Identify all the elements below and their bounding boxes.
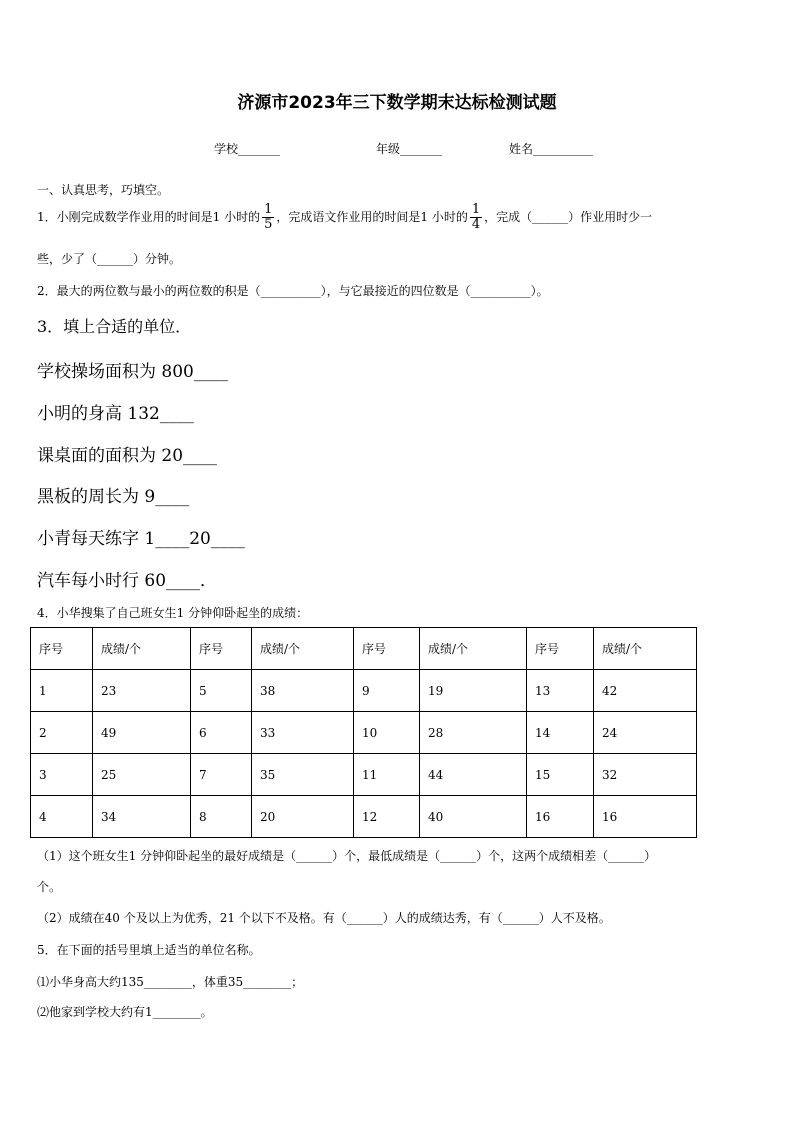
table-cell: 11 bbox=[354, 754, 420, 796]
q4-sub1: （1）这个班女生1 分钟仰卧起坐的最好成绩是（______）个，最低成绩是（______）个，这两个成绩相差（______） bbox=[37, 849, 657, 863]
score-table bbox=[30, 627, 697, 838]
q4-sub2: （2）成绩在40 个及以上为优秀，21 个以下不及格。有（______）人的成绩达秀，有（______）人不及格。 bbox=[37, 911, 611, 925]
table-header: 序号 bbox=[527, 628, 594, 670]
q5-item-1: ⑴小华身高大约135________，体重35________； bbox=[37, 975, 304, 989]
question-5-heading: 5．在下面的括号里填上适当的单位名称。 bbox=[37, 943, 261, 957]
table-cell: 7 bbox=[191, 754, 252, 796]
table-header: 序号 bbox=[191, 628, 252, 670]
table-row bbox=[31, 712, 697, 754]
q3-item-1: 学校操场面积为 800____ bbox=[37, 362, 228, 382]
table-cell: 25 bbox=[93, 754, 191, 796]
fraction-one-quarter: $\frac{1}{4}$ bbox=[471, 202, 481, 232]
table-cell: 24 bbox=[594, 712, 697, 754]
table-header: 成绩/个 bbox=[93, 628, 191, 670]
table-cell: 3 bbox=[31, 754, 93, 796]
table-row bbox=[31, 754, 697, 796]
table-cell: 16 bbox=[527, 796, 594, 838]
table-cell: 40 bbox=[420, 796, 527, 838]
table-cell: 8 bbox=[191, 796, 252, 838]
table-cell: 12 bbox=[354, 796, 420, 838]
table-cell: 38 bbox=[252, 670, 354, 712]
table-cell: 14 bbox=[527, 712, 594, 754]
q3-item-3: 课桌面的面积为 20____ bbox=[37, 446, 218, 466]
table-header-row bbox=[31, 628, 697, 670]
q3-item-6: 汽车每小时行 60____． bbox=[37, 571, 218, 591]
table-header: 成绩/个 bbox=[252, 628, 354, 670]
grade-field[interactable]: 年级_______ bbox=[376, 142, 443, 156]
table-header: 序号 bbox=[31, 628, 93, 670]
table-cell: 34 bbox=[93, 796, 191, 838]
fraction-one-fifth: $\frac{1}{5}$ bbox=[264, 202, 273, 232]
table-cell: 16 bbox=[594, 796, 697, 838]
question-2: 2．最大的两位数与最小的两位数的积是（__________），与它最接近的四位数是（__________）。 bbox=[37, 284, 549, 298]
table-cell: 5 bbox=[191, 670, 252, 712]
question-1-line2: 些，少了（______）分钟。 bbox=[37, 252, 182, 266]
question-1 bbox=[37, 203, 652, 232]
table-cell: 1 bbox=[31, 670, 93, 712]
q1-text-a: 1．小刚完成数学作业用的时间是1 小时的 bbox=[37, 210, 261, 224]
q1-text-c: ，完成（______）作业用时少一 bbox=[484, 210, 653, 224]
q3-item-5: 小青每天练字 1____20____ bbox=[37, 529, 245, 549]
table-row bbox=[31, 796, 697, 838]
table-header: 成绩/个 bbox=[420, 628, 527, 670]
table-cell: 9 bbox=[354, 670, 420, 712]
name-field[interactable]: 姓名__________ bbox=[509, 142, 594, 156]
page-title: 济源市2023年三下数学期末达标检测试题 bbox=[237, 93, 557, 113]
q1-text-b: ，完成语文作业用的时间是1 小时的 bbox=[276, 210, 468, 224]
table-cell: 15 bbox=[527, 754, 594, 796]
q4-sub1-line2: 个。 bbox=[37, 880, 62, 894]
table-cell: 2 bbox=[31, 712, 93, 754]
table-header: 成绩/个 bbox=[594, 628, 697, 670]
q5-item-2: ⑵他家到学校大约有1________。 bbox=[37, 1005, 213, 1019]
table-cell: 13 bbox=[527, 670, 594, 712]
table-cell: 10 bbox=[354, 712, 420, 754]
question-3-heading: 3．填上合适的单位． bbox=[37, 317, 192, 336]
table-cell: 42 bbox=[594, 670, 697, 712]
table-row bbox=[31, 670, 697, 712]
table-cell: 20 bbox=[252, 796, 354, 838]
table-header: 序号 bbox=[354, 628, 420, 670]
table-cell: 19 bbox=[420, 670, 527, 712]
q3-item-4: 黑板的周长为 9____ bbox=[37, 487, 190, 507]
table-cell: 33 bbox=[252, 712, 354, 754]
table-cell: 23 bbox=[93, 670, 191, 712]
table-cell: 44 bbox=[420, 754, 527, 796]
table-cell: 49 bbox=[93, 712, 191, 754]
table-cell: 28 bbox=[420, 712, 527, 754]
table-cell: 4 bbox=[31, 796, 93, 838]
table-cell: 6 bbox=[191, 712, 252, 754]
q3-item-2: 小明的身高 132____ bbox=[37, 404, 194, 424]
question-4-heading: 4．小华搜集了自己班女生1 分钟仰卧起坐的成绩： bbox=[37, 606, 309, 620]
school-field[interactable]: 学校_______ bbox=[214, 142, 281, 156]
section-heading: 一、认真思考，巧填空。 bbox=[37, 183, 170, 197]
table-cell: 35 bbox=[252, 754, 354, 796]
table-cell: 32 bbox=[594, 754, 697, 796]
